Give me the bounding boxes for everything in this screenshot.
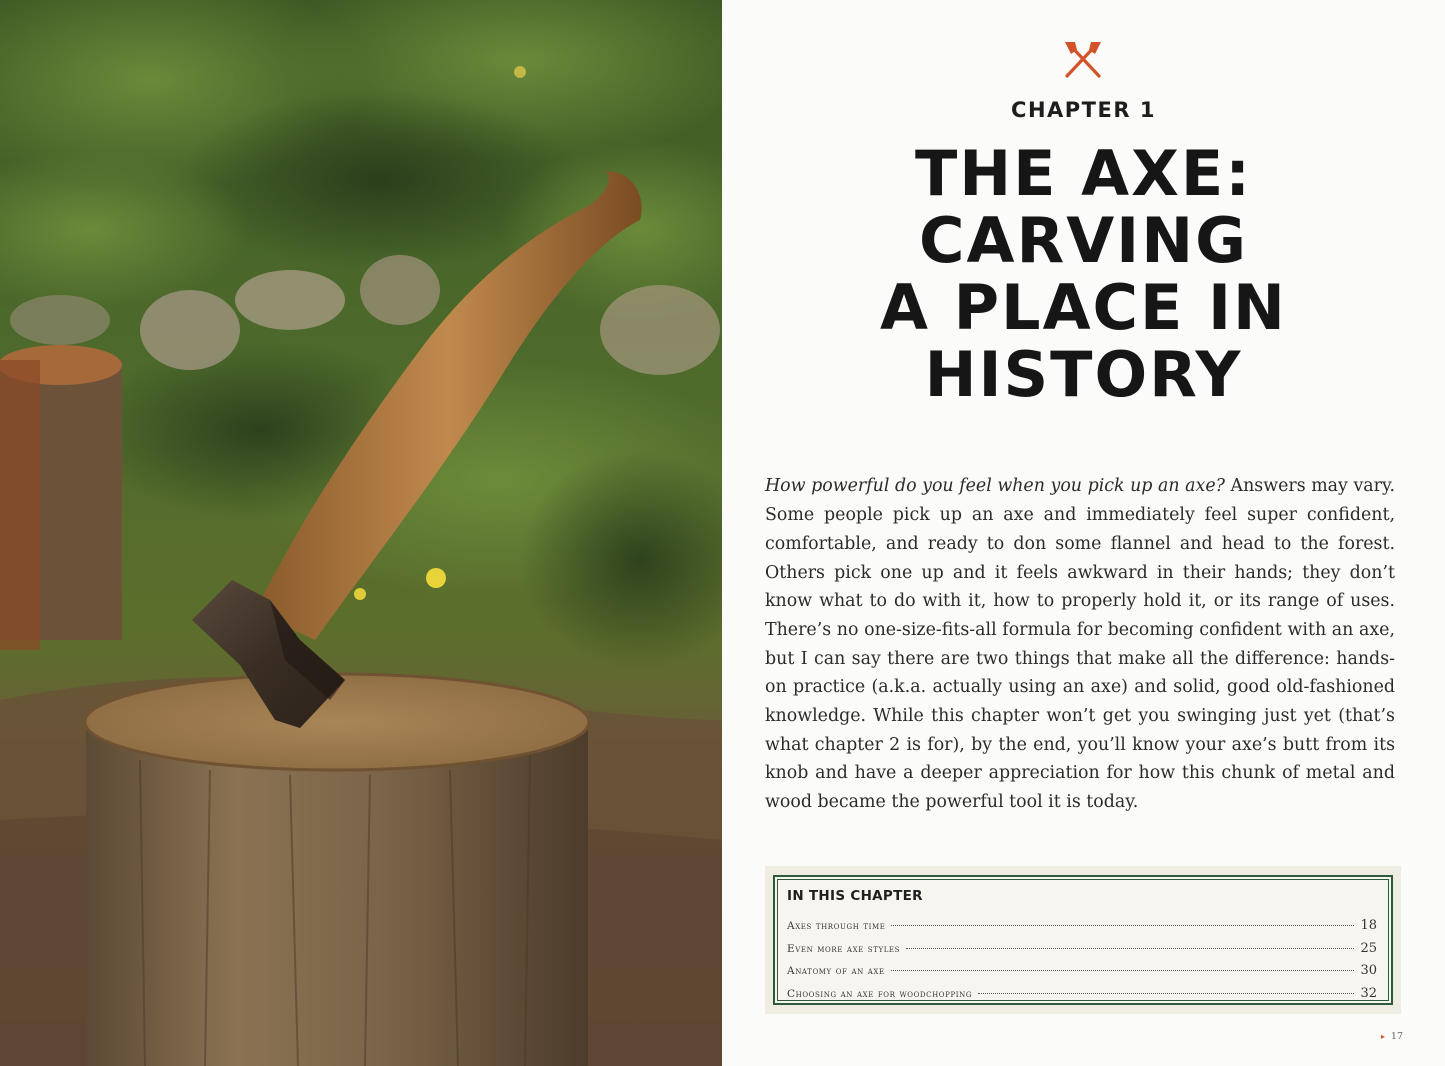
intro-paragraph (765, 472, 1395, 816)
toc-entry[interactable] (787, 918, 1377, 941)
chapter-opening-page (722, 0, 1445, 1066)
toc-leader-dots (978, 993, 1354, 994)
chapter-title (722, 137, 1445, 411)
in-this-chapter-frame (773, 875, 1393, 1005)
chapter-title-line: THE AXE: (914, 137, 1253, 210)
folio-arrow-icon: ▸ (1380, 1032, 1385, 1041)
toc-leader-dots (891, 925, 1354, 926)
toc-leader-dots (891, 970, 1355, 971)
toc-entry-title: Even more axe styles (787, 942, 901, 955)
toc-entry-page: 25 (1360, 940, 1377, 956)
chapter-title-line: CARVING (918, 204, 1249, 277)
toc-entry[interactable] (787, 963, 1377, 986)
chapter-title-line: A PLACE IN (880, 271, 1287, 344)
toc-entry[interactable] (787, 941, 1377, 964)
toc-entry[interactable] (787, 986, 1377, 1009)
crossed-axes-icon (1061, 40, 1105, 80)
toc-entry-title: Anatomy of an axe (787, 965, 885, 977)
toc-entry-page: 32 (1360, 985, 1377, 1001)
page-number (1381, 1031, 1403, 1042)
axe-in-stump-photo (0, 0, 722, 1066)
toc-entry-title: Axes through time (787, 920, 886, 932)
in-this-chapter-heading: IN THIS CHAPTER (787, 888, 923, 904)
intro-lead-question: How powerful do you feel when you pick up an axe? (765, 476, 1225, 497)
toc-leader-dots (906, 948, 1354, 949)
in-this-chapter-box (765, 866, 1401, 1014)
page-number-text: 17 (1390, 1031, 1403, 1042)
in-this-chapter-list (787, 918, 1377, 1008)
toc-entry-page: 18 (1360, 918, 1377, 933)
chapter-number: CHAPTER 1 (1011, 98, 1156, 122)
intro-body-text: Answers may vary. Some people pick up an axe and immediately feel super confident, comfortable, and ready to don some flannel and head to the forest. Others pick one up and it feels awkward in their hands; they don’t know what to do with it, how to properly hold it, or its range of uses. There’s no one-size-fits-all formula for becoming confident with an axe, but I can say there are two things that make all the difference: hands-on practice (a.k.a. actually using an axe) and solid, good old-fashioned knowledge. While this chapter won’t get you swinging just yet (that’s what chapter 2 is for), by the end, you’ll know your axe’s butt from its knob and have a deeper appreciation for how this chunk of metal and wood became the powerful tool it is today. (765, 476, 1395, 813)
chapter-title-line: HISTORY (924, 338, 1243, 411)
toc-entry-title: Choosing an axe for woodchopping (787, 987, 973, 1000)
toc-entry-page: 30 (1360, 963, 1377, 978)
